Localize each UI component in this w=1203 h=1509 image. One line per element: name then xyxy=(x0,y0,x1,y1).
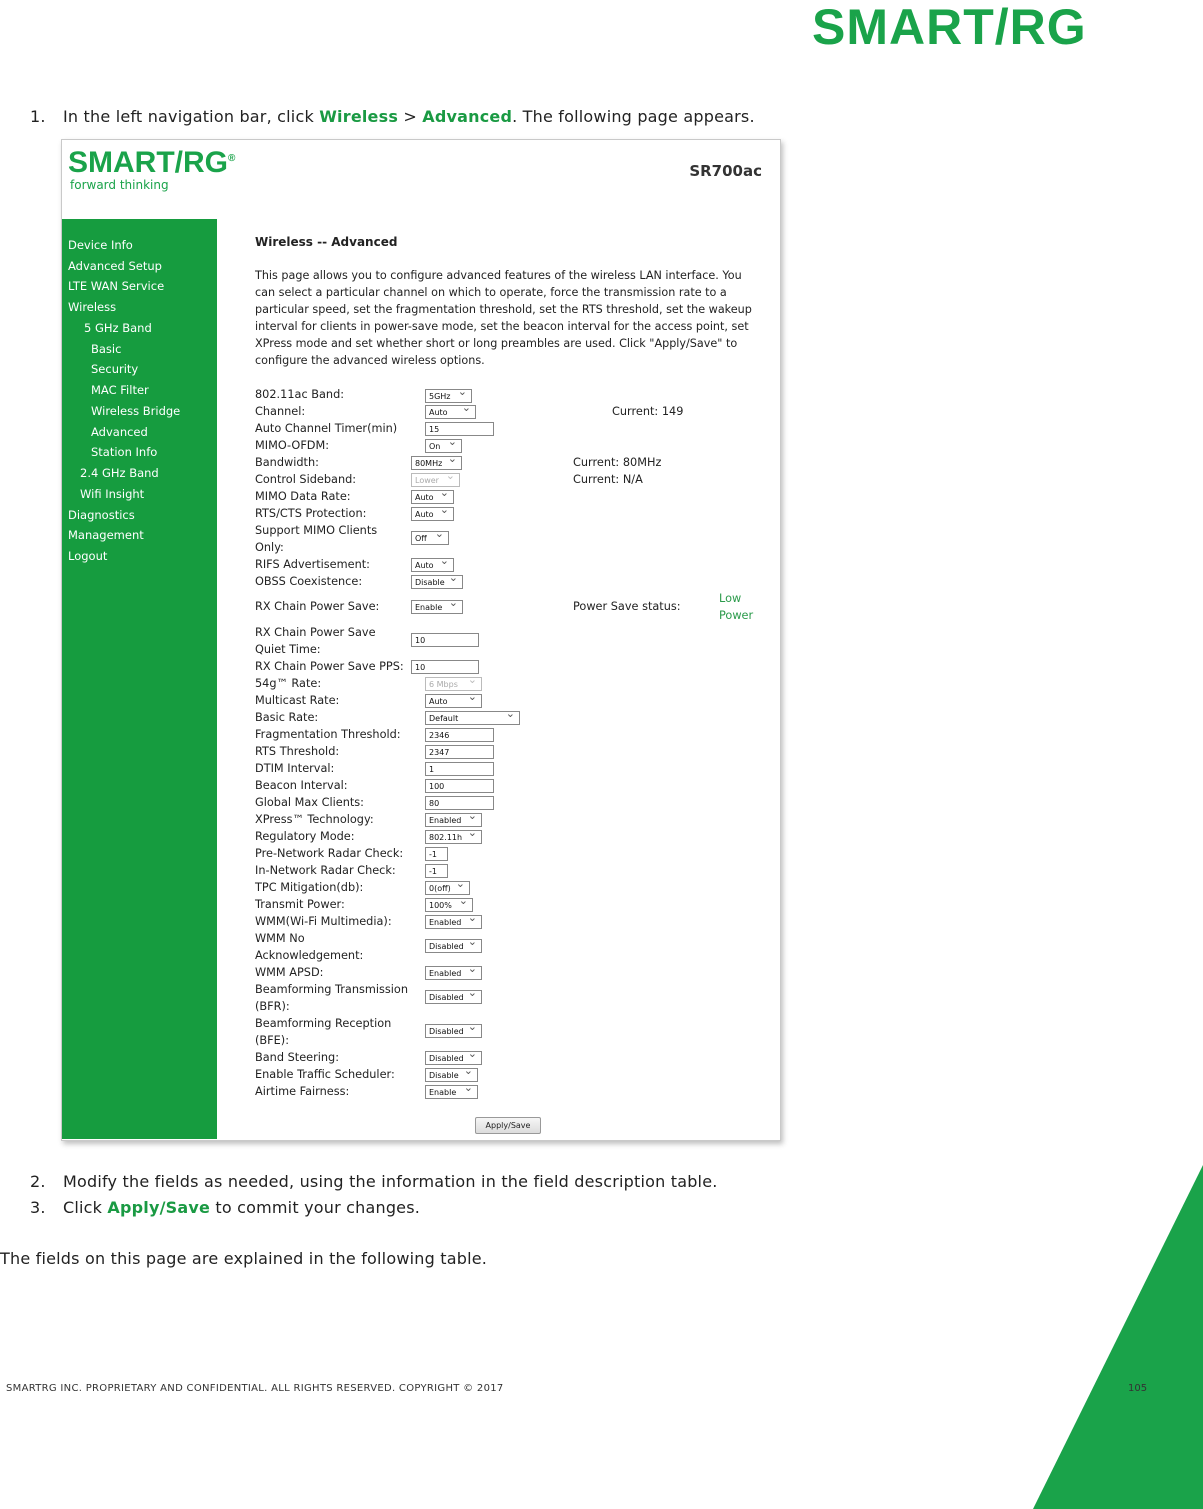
label-rx-pps: RX Chain Power Save PPS: xyxy=(255,660,404,673)
input-rx-pps[interactable]: 10 xyxy=(411,660,479,674)
page-description: This page allows you to configure advanced features of the wireless LAN interface. You can select a particular channel on which to operate, force the transmission rate to a particular speed, set the fragmentation threshold, set the RTS threshold, set the wakeup interval for clients in power-save mode, set the beacon interval for the access point, set XPress mode and set whether short or long preambles are used. Click "Apply/Save" to configure the advanced wireless options. xyxy=(255,269,752,368)
label-obss-coexistence: OBSS Coexistence: xyxy=(255,575,363,588)
input-rts-threshold[interactable]: 2347 xyxy=(425,745,494,759)
nav-mac-filter[interactable]: MAC Filter xyxy=(91,383,149,397)
step-text: In the left navigation bar, click xyxy=(63,107,320,126)
current-sideband: Current: N/A xyxy=(573,473,643,486)
select-support-mimo-clients[interactable]: Off ⌄ xyxy=(411,531,449,545)
brand-logo: SMART/RG xyxy=(812,0,1087,55)
label-wmm-apsd: WMM APSD: xyxy=(255,966,324,979)
step-text: Click xyxy=(63,1198,108,1217)
input-auto-channel-timer[interactable]: 15 xyxy=(425,422,494,436)
input-fragmentation-threshold[interactable]: 2346 xyxy=(425,728,494,742)
label-channel: Channel: xyxy=(255,405,306,418)
step-number: 1. xyxy=(30,107,46,126)
nav-wireless-bridge[interactable]: Wireless Bridge xyxy=(91,404,181,418)
label-xpress-technology: XPress™ Technology: xyxy=(255,813,374,826)
current-bandwidth: Current: 80MHz xyxy=(573,456,662,469)
select-band-steering[interactable]: Disabled ⌄ xyxy=(425,1051,482,1065)
select-basic-rate[interactable]: Default ⌄ xyxy=(425,711,520,725)
select-wmm[interactable]: Enabled ⌄ xyxy=(425,915,482,929)
step-text: Modify the fields as needed, using the information in the field description table. xyxy=(63,1172,718,1191)
apply-save-link: Apply/Save xyxy=(107,1198,211,1217)
label-bfe: Beamforming Reception xyxy=(255,1017,392,1030)
select-regulatory-mode[interactable]: 802.11h ⌄ xyxy=(425,830,482,844)
label-traffic-scheduler: Enable Traffic Scheduler: xyxy=(255,1068,395,1081)
label-bfr: Beamforming Transmission xyxy=(255,983,409,996)
label-rifs-advertisement: RIFS Advertisement: xyxy=(255,558,370,571)
select-bfr[interactable]: Disabled ⌄ xyxy=(425,990,482,1004)
select-rx-chain-power-save[interactable]: Enable ⌄ xyxy=(411,600,463,614)
nav-basic[interactable]: Basic xyxy=(91,342,122,356)
label-support-mimo-clients-2: Only: xyxy=(255,541,284,554)
current-channel: Current: 149 xyxy=(612,405,684,418)
input-dtim-interval[interactable]: 1 xyxy=(425,762,494,776)
nav-advanced[interactable]: Advanced xyxy=(91,425,148,439)
label-global-max-clients: Global Max Clients: xyxy=(255,796,364,809)
select-mimo-data-rate[interactable]: Auto ⌄ xyxy=(411,490,454,504)
router-sidebar xyxy=(62,219,217,1139)
select-rifs[interactable]: Auto ⌄ xyxy=(411,558,454,572)
nav-24ghz-band[interactable]: 2.4 GHz Band xyxy=(80,466,159,480)
label-80211ac-band: 802.11ac Band: xyxy=(255,388,345,401)
label-rx-quiet-time-2: Quiet Time: xyxy=(255,643,321,656)
step-3 xyxy=(0,1198,1203,1220)
separator: > xyxy=(398,107,423,126)
label-auto-channel-timer: Auto Channel Timer(min) xyxy=(255,422,398,435)
input-in-network-radar[interactable]: -1 xyxy=(425,864,448,878)
nav-logout[interactable]: Logout xyxy=(68,549,108,563)
label-beacon-interval: Beacon Interval: xyxy=(255,779,348,792)
label-control-sideband: Control Sideband: xyxy=(255,473,357,486)
input-rx-quiet-time[interactable]: 10 xyxy=(411,633,479,647)
nav-advanced-setup[interactable]: Advanced Setup xyxy=(68,259,162,273)
label-band-steering: Band Steering: xyxy=(255,1051,340,1064)
select-80211ac-band[interactable]: 5GHz ⌄ xyxy=(425,389,472,403)
router-screenshot xyxy=(61,139,781,1141)
select-multicast-rate[interactable]: Auto ⌄ xyxy=(425,694,482,708)
select-rts-cts[interactable]: Auto ⌄ xyxy=(411,507,454,521)
page-number: 105 xyxy=(1128,1383,1148,1394)
apply-save-button[interactable]: Apply/Save xyxy=(475,1117,541,1134)
label-rts-cts-protection: RTS/CTS Protection: xyxy=(255,507,367,520)
power-save-status-label: Power Save status: xyxy=(573,600,681,613)
nav-diagnostics[interactable]: Diagnostics xyxy=(68,508,135,522)
closing-paragraph: The fields on this page are explained in the following table. xyxy=(0,1249,488,1268)
router-logo: SMART/RG® xyxy=(68,146,236,179)
label-mimo-data-rate: MIMO Data Rate: xyxy=(255,490,351,503)
nav-wifi-insight[interactable]: Wifi Insight xyxy=(80,487,145,501)
nav-lte-wan-service[interactable]: LTE WAN Service xyxy=(68,279,165,293)
nav-device-info[interactable]: Device Info xyxy=(68,238,133,252)
label-basic-rate: Basic Rate: xyxy=(255,711,319,724)
nav-wireless[interactable]: Wireless xyxy=(68,300,117,314)
step-text-end: . The following page appears. xyxy=(512,107,755,126)
nav-5ghz-band[interactable]: 5 GHz Band xyxy=(84,321,152,335)
label-bfe-2: (BFE): xyxy=(255,1034,290,1047)
power-save-status-value: Low Power xyxy=(719,592,754,622)
label-mimo-ofdm: MIMO-OFDM: xyxy=(255,439,330,452)
label-rx-chain-power-save: RX Chain Power Save: xyxy=(255,600,380,613)
label-support-mimo-clients: Support MIMO Clients xyxy=(255,524,378,537)
select-traffic-scheduler[interactable]: Disable ⌄ xyxy=(425,1068,478,1082)
label-rx-quiet-time: RX Chain Power Save xyxy=(255,626,376,639)
label-transmit-power: Transmit Power: xyxy=(255,898,345,911)
label-regulatory-mode: Regulatory Mode: xyxy=(255,830,355,843)
select-54g-rate[interactable]: 6 Mbps ⌄ xyxy=(425,677,482,691)
page-title: Wireless -- Advanced xyxy=(255,235,398,249)
label-bfr-2: (BFR): xyxy=(255,1000,290,1013)
nav-security[interactable]: Security xyxy=(91,362,139,376)
label-tpc-mitigation: TPC Mitigation(db): xyxy=(255,881,364,894)
wireless-link: Wireless xyxy=(319,107,399,126)
select-obss[interactable]: Disable ⌄ xyxy=(411,575,463,589)
select-tpc-mitigation[interactable]: 0(off) ⌄ xyxy=(425,881,470,895)
router-tagline: forward thinking xyxy=(70,178,169,192)
select-transmit-power[interactable]: 100% ⌄ xyxy=(425,898,473,912)
footer-copyright: SMARTRG INC. PROPRIETARY AND CONFIDENTIAL. ALL RIGHTS RESERVED. COPYRIGHT © 2017 xyxy=(6,1383,504,1394)
step-1 xyxy=(0,107,1203,129)
nav-management[interactable]: Management xyxy=(68,528,144,542)
step-number: 2. xyxy=(30,1172,46,1191)
step-2 xyxy=(0,1172,1203,1194)
select-bandwidth[interactable]: 80MHz ⌄ xyxy=(411,456,462,470)
label-wmm-no-ack-2: Acknowledgement: xyxy=(255,949,364,962)
step-text-end: to commit your changes. xyxy=(210,1198,421,1217)
input-global-max-clients[interactable]: 80 xyxy=(425,796,494,810)
select-wmm-no-ack[interactable]: Disabled ⌄ xyxy=(425,939,482,953)
select-bfe[interactable]: Disabled ⌄ xyxy=(425,1024,482,1038)
label-wmm: WMM(Wi-Fi Multimedia): xyxy=(255,915,392,928)
advanced-link: Advanced xyxy=(422,107,513,126)
select-airtime-fairness[interactable]: Enable ⌄ xyxy=(425,1085,478,1099)
step-number: 3. xyxy=(30,1198,46,1217)
select-control-sideband[interactable]: Lower ⌄ xyxy=(411,473,460,487)
input-beacon-interval[interactable]: 100 xyxy=(425,779,494,793)
label-54g-rate: 54g™ Rate: xyxy=(255,677,322,690)
label-wmm-no-ack: WMM No xyxy=(255,932,305,945)
label-in-network-radar: In-Network Radar Check: xyxy=(255,864,396,877)
select-xpress[interactable]: Enabled ⌄ xyxy=(425,813,482,827)
label-fragmentation-threshold: Fragmentation Threshold: xyxy=(255,728,401,741)
input-pre-network-radar[interactable]: -1 xyxy=(425,847,448,861)
label-multicast-rate: Multicast Rate: xyxy=(255,694,340,707)
label-bandwidth: Bandwidth: xyxy=(255,456,319,469)
select-wmm-apsd[interactable]: Enabled ⌄ xyxy=(425,966,482,980)
label-dtim-interval: DTIM Interval: xyxy=(255,762,335,775)
router-model: SR700ac xyxy=(689,162,762,180)
label-airtime-fairness: Airtime Fairness: xyxy=(255,1085,350,1098)
label-rts-threshold: RTS Threshold: xyxy=(255,745,340,758)
select-mimo-ofdm[interactable]: On ⌄ xyxy=(425,439,462,453)
label-pre-network-radar: Pre-Network Radar Check: xyxy=(255,847,404,860)
select-channel[interactable]: Auto ⌄ xyxy=(425,405,476,419)
nav-station-info[interactable]: Station Info xyxy=(91,445,158,459)
